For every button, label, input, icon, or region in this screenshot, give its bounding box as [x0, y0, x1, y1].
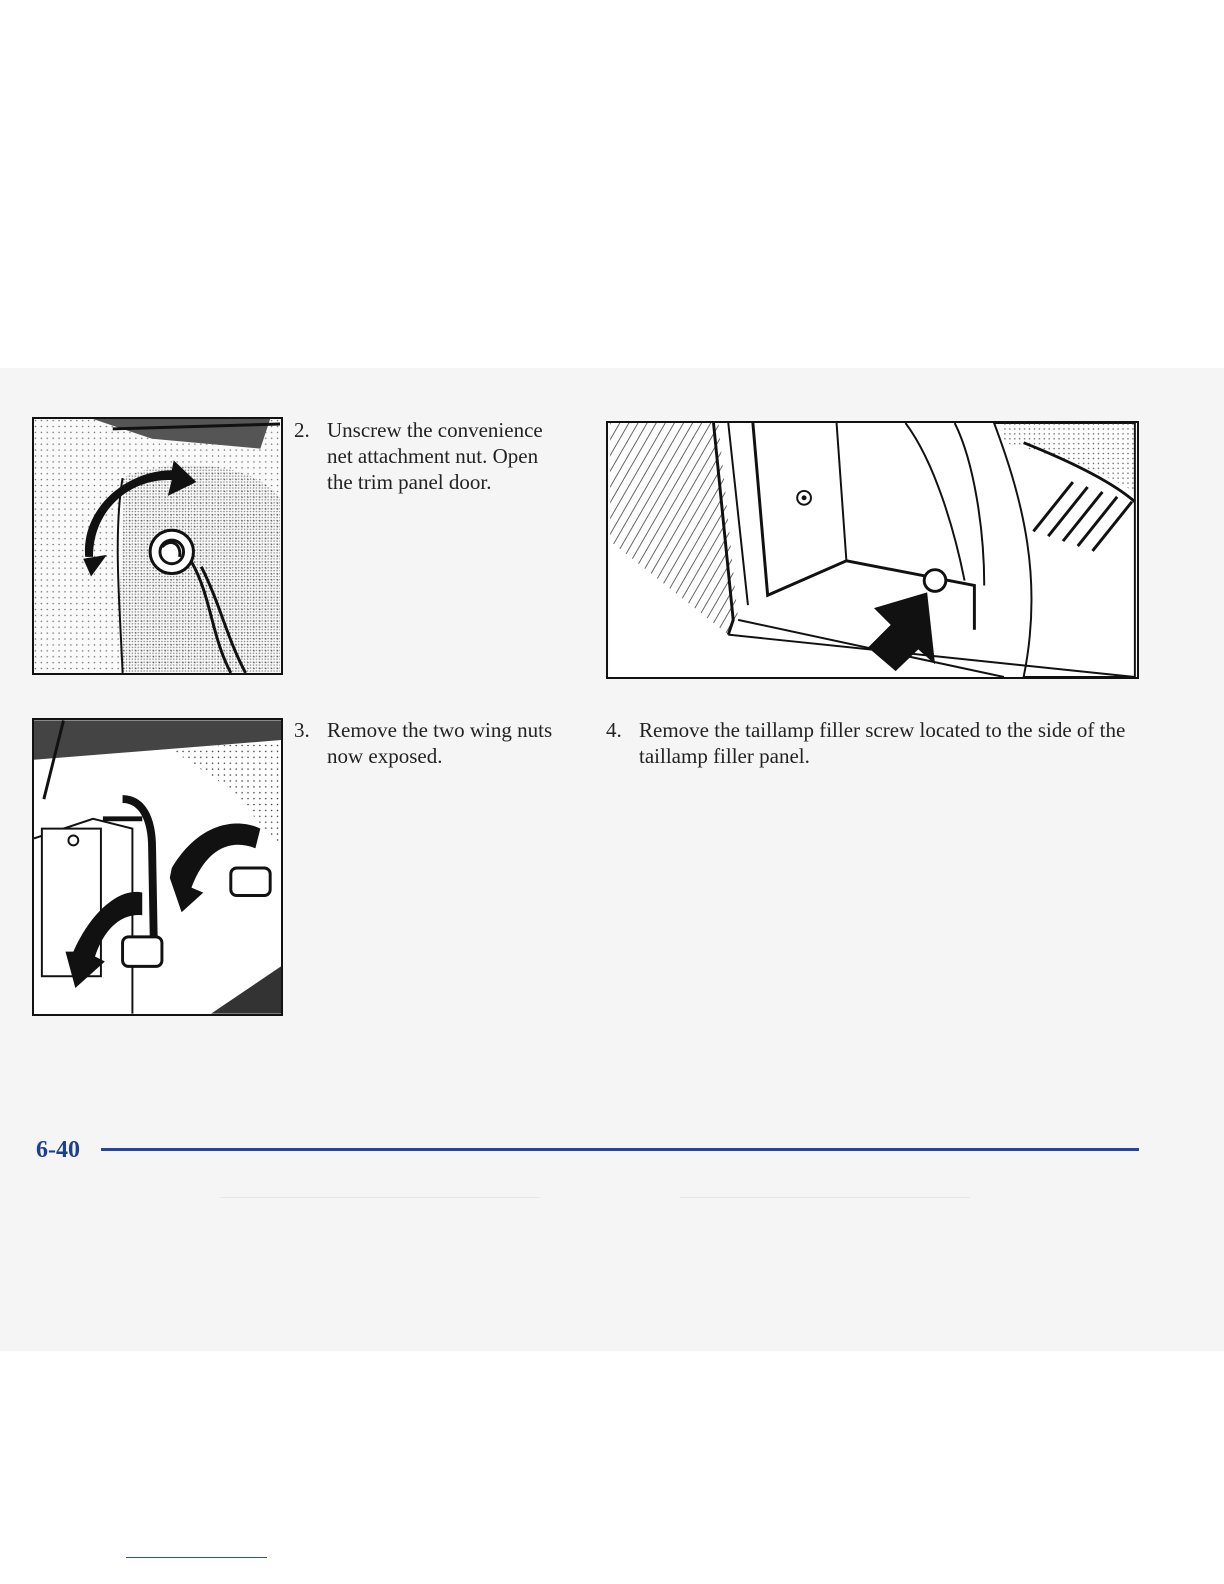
faint-divider — [220, 1197, 540, 1198]
convenience-net-nut-illustration — [32, 417, 283, 675]
step-3 — [294, 717, 554, 777]
wing-nuts-diagram-svg — [34, 720, 281, 1014]
screw-diagram-svg — [608, 423, 1137, 677]
step-text: Unscrew the convenience net attachment nut. Open the trim panel door. — [327, 418, 543, 494]
step-number: 3. — [294, 718, 310, 742]
page-number: 6-40 — [36, 1137, 80, 1163]
step-number: 4. — [606, 718, 622, 742]
taillamp-filler-screw-illustration — [606, 421, 1139, 679]
step-text: Remove the taillamp filler screw located to the side of the taillamp filler panel. — [639, 718, 1126, 768]
faint-divider — [680, 1197, 970, 1198]
wing-nuts-illustration — [32, 718, 283, 1016]
step-4 — [606, 717, 1146, 777]
footer-rule — [101, 1148, 1139, 1151]
step-2 — [294, 417, 544, 527]
bottom-link-underline[interactable] — [126, 1557, 267, 1558]
step-number: 2. — [294, 418, 310, 442]
step-text: Remove the two wing nuts now exposed. — [327, 718, 553, 768]
nut-diagram-svg — [34, 419, 281, 673]
